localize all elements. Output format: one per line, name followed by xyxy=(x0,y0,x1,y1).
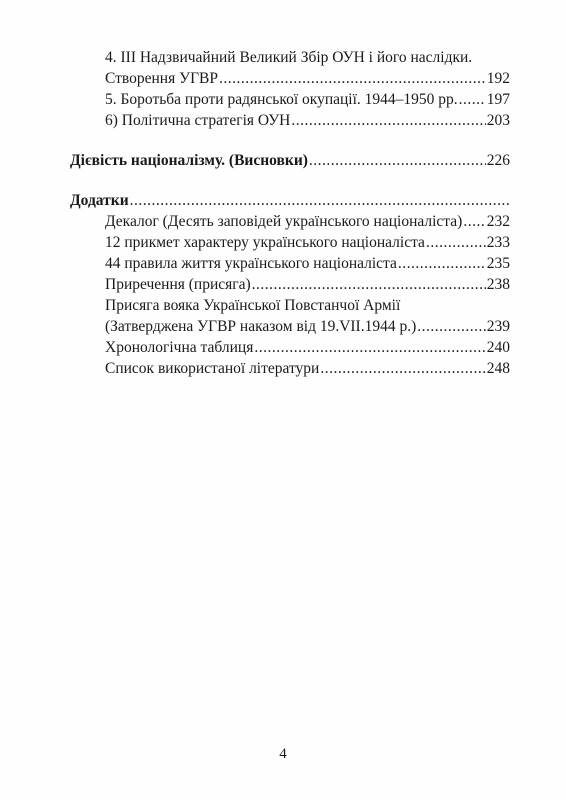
dot-leader xyxy=(417,316,485,337)
toc-page-number: 197 xyxy=(486,91,510,108)
toc-entry-bibliography[interactable] xyxy=(70,358,510,379)
dot-leader xyxy=(463,211,485,232)
toc-entry-ugvr[interactable] xyxy=(70,47,510,89)
dot-leader xyxy=(398,253,486,274)
toc-entry-title: Список використаної літератури xyxy=(105,360,320,377)
toc-page-number: 235 xyxy=(486,255,510,272)
dot-leader xyxy=(291,110,485,131)
toc-entry-title: Створення УГВР xyxy=(105,70,218,87)
dot-leader xyxy=(309,150,486,171)
toc-entry-appendices[interactable] xyxy=(70,190,510,211)
toc-entry-44-rules[interactable] xyxy=(70,253,510,274)
toc-entry-title: Хронологічна таблиця xyxy=(105,339,254,356)
toc-entry-soviet-occupation[interactable] xyxy=(70,89,510,110)
dot-leader xyxy=(254,337,485,358)
page-number: 4 xyxy=(279,746,287,762)
toc-page-number: 240 xyxy=(486,339,510,356)
toc-entry-title: Приречення (присяга) xyxy=(105,276,251,293)
dot-leader xyxy=(130,190,509,211)
toc-entry-conclusions[interactable] xyxy=(70,150,510,171)
dot-leader xyxy=(320,358,485,379)
toc-entry-title: Дієвість націоналізму. (Висновки) xyxy=(70,152,308,169)
toc-page-number: 226 xyxy=(486,152,510,169)
toc-entry-oath[interactable] xyxy=(70,274,510,295)
toc-page-number: 238 xyxy=(486,276,510,293)
toc-entry-title: (Затверджена УГВР наказом від 19.VII.1944 р.) xyxy=(105,318,417,335)
dot-leader xyxy=(426,232,486,253)
toc-entry-title: Додатки xyxy=(70,192,129,209)
toc-page-number: 192 xyxy=(486,70,510,87)
dot-leader xyxy=(219,68,486,89)
toc-entry-title: 6) Політична стратегія ОУН xyxy=(105,112,291,129)
toc-entry-title-line1: Присяга вояка Української Повстанчої Армії xyxy=(105,297,401,314)
toc-entry-chronology[interactable] xyxy=(70,337,510,358)
toc-entry-title-line1: 4. ІІІ Надзвичайний Великий Збір ОУН і його наслідки. xyxy=(105,49,473,66)
dot-leader xyxy=(459,89,486,110)
toc-page-number: 239 xyxy=(486,318,510,335)
toc-entry-title: 5. Боротьба проти радянської окупації. 1944–1950 рр. xyxy=(105,91,458,108)
toc-entry-12-traits[interactable] xyxy=(70,232,510,253)
toc-entry-political-strategy[interactable] xyxy=(70,110,510,131)
toc-page-number: 232 xyxy=(486,213,510,230)
table-of-contents xyxy=(70,47,510,379)
toc-entry-upa-oath[interactable] xyxy=(70,295,510,337)
toc-entry-title: Декалог (Десять заповідей українського націоналіста) xyxy=(105,213,463,230)
toc-page-number: 233 xyxy=(486,234,510,251)
toc-entry-title: 12 прикмет характеру українського націоналіста xyxy=(105,234,425,251)
toc-page-number: 203 xyxy=(486,112,510,129)
dot-leader xyxy=(252,274,486,295)
toc-entry-title: 44 правила життя українського націоналіста xyxy=(105,255,397,272)
toc-page-number: 248 xyxy=(486,360,510,377)
toc-entry-decalogue[interactable] xyxy=(70,211,510,232)
